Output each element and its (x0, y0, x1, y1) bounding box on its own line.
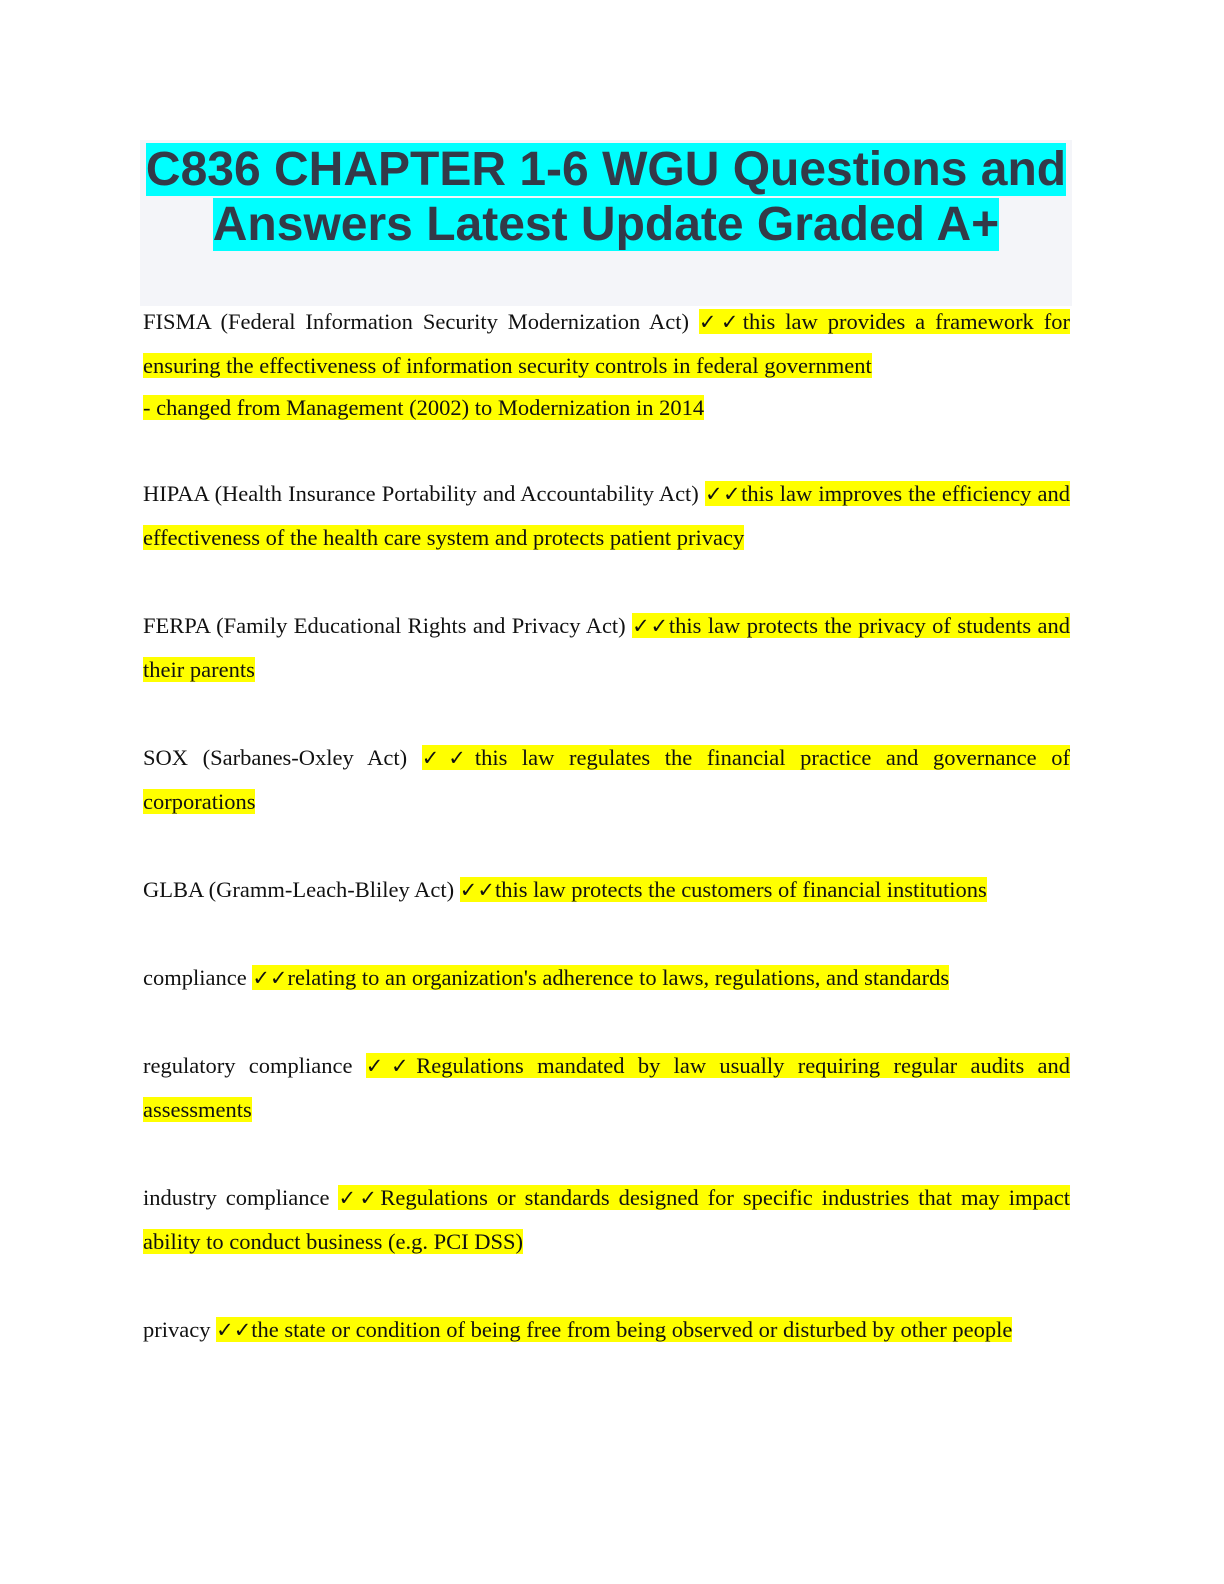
definition: this law protects the privacy of students and their parents (143, 613, 1070, 682)
term: GLBA (Gramm-Leach-Bliley Act) (143, 877, 455, 902)
flashcard-note (143, 388, 1070, 428)
answer-highlight (460, 877, 987, 902)
answer-highlight (216, 1317, 1012, 1342)
flashcard-entry (143, 1176, 1070, 1264)
term: regulatory compliance (143, 1053, 353, 1078)
flashcard-entry (143, 300, 1070, 388)
definition: Regulations mandated by law usually requiring regular audits and assessments (143, 1053, 1070, 1122)
flashcard-entry (143, 1308, 1070, 1352)
title-line-1: C836 CHAPTER 1-6 WGU Questions and (145, 143, 1067, 196)
check-mark-icon: ✓✓ (252, 966, 288, 990)
check-mark-icon: ✓✓ (459, 878, 495, 902)
flashcard-entry (143, 604, 1070, 692)
flashcard-entry (143, 472, 1070, 560)
definition: relating to an organization's adherence to laws, regulations, and standards (287, 965, 950, 990)
definition: Regulations or standards designed for specific industries that may impact ability to conduct business (e.g. PCI DSS) (143, 1185, 1070, 1254)
flashcard-entry (143, 956, 1070, 1000)
check-mark-icon: ✓✓ (632, 614, 669, 638)
check-mark-icon: ✓✓ (698, 310, 743, 334)
term: FERPA (Family Educational Rights and Privacy Act) (143, 613, 626, 638)
term: SOX (Sarbanes-Oxley Act) (143, 745, 408, 770)
term: HIPAA (Health Insurance Portability and Accountability Act) (143, 481, 699, 506)
definition: this law improves the efficiency and effectiveness of the health care system and protects patient privacy (143, 481, 1070, 550)
flashcard-list (143, 300, 1070, 1352)
check-mark-icon: ✓✓ (365, 1054, 417, 1078)
answer-highlight (252, 965, 949, 990)
flashcard-entry (143, 736, 1070, 824)
definition: this law regulates the financial practice and governance of corporations (143, 745, 1070, 814)
term: industry compliance (143, 1185, 330, 1210)
check-mark-icon: ✓✓ (421, 746, 475, 770)
check-mark-icon: ✓✓ (216, 1318, 252, 1342)
check-mark-icon: ✓✓ (704, 482, 742, 506)
definition: this law protects the customers of financial institutions (494, 877, 987, 902)
title-line-2: Answers Latest Update Graded A+ (212, 198, 1000, 251)
document-title (140, 140, 1072, 252)
flashcard-entry (143, 868, 1070, 912)
title-block (140, 140, 1072, 306)
term: compliance (143, 965, 247, 990)
definition: the state or condition of being free from being observed or disturbed by other people (251, 1317, 1013, 1342)
flashcard-entry (143, 1044, 1070, 1132)
note-text: - changed from Management (2002) to Modernization in 2014 (143, 395, 705, 420)
definition: this law provides a framework for ensuring the effectiveness of information security controls in federal government (143, 309, 1071, 378)
term: privacy (143, 1317, 211, 1342)
check-mark-icon: ✓✓ (338, 1186, 381, 1210)
term: FISMA (Federal Information Security Modernization Act) (143, 309, 689, 334)
